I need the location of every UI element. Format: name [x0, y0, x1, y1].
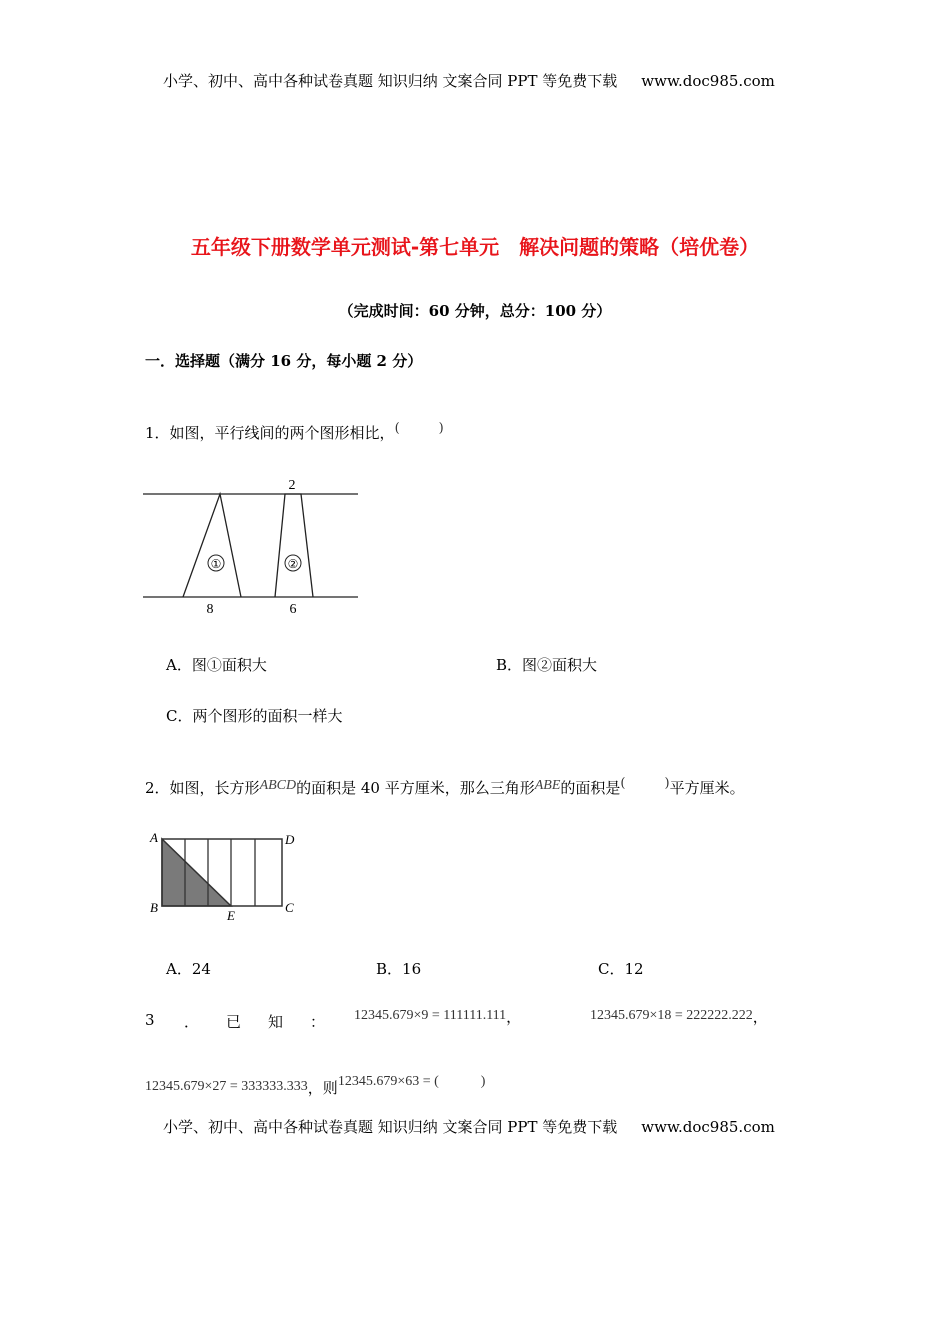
option-label: B． [496, 656, 523, 674]
question-3-known-2: 知 [268, 1013, 284, 1031]
option-label: C． [598, 960, 625, 978]
option-text: 24 [191, 960, 211, 978]
header-text: 小学、初中、高中各种试卷真题 知识归纳 文案合同 PPT 等免费下载 [163, 72, 618, 90]
answer-blank: ( ) [620, 776, 670, 791]
math-abe: ABE [534, 778, 561, 793]
top-length-label: 2 [288, 478, 296, 493]
equation-3-line [145, 1070, 485, 1098]
equation-question: 12345.679×63 = ( ) [337, 1074, 486, 1089]
question-text: 如图，长方形 [169, 779, 260, 797]
answer-blank: ( ) [394, 421, 444, 436]
question-number: 2． [145, 779, 170, 797]
option-a[interactable] [166, 958, 211, 979]
question-1 [145, 417, 444, 443]
option-label: C． [166, 707, 193, 725]
math-abcd: ABCD [259, 778, 297, 793]
comma: ， [752, 1008, 768, 1026]
vertex-c-label: C [285, 900, 294, 915]
shape2-label: ② [287, 557, 299, 571]
section-heading: 一．选择题（满分 16 分，每小题 2 分） [145, 352, 423, 370]
footer-text: 小学、初中、高中各种试卷真题 知识归纳 文案合同 PPT 等免费下载 [163, 1118, 618, 1136]
question-3-number: 3 [145, 1011, 155, 1029]
option-b[interactable] [376, 958, 421, 979]
page-header [163, 70, 775, 91]
page-subtitle: （完成时间：60 分钟，总分：100 分） [338, 302, 612, 320]
option-text: 16 [402, 960, 422, 978]
vertex-a-label: A [150, 830, 158, 845]
option-label: A． [166, 960, 192, 978]
question-3-known-1: 已 [226, 1013, 242, 1031]
header-url[interactable]: www.doc985.com [641, 72, 775, 90]
equation-text: 12345.679×27 = 333333.333 [145, 1079, 308, 1094]
option-text: 12 [624, 960, 644, 978]
option-text: 图②面积大 [522, 656, 598, 674]
equation-2 [590, 1006, 768, 1027]
parallel-lines-figure [143, 474, 359, 618]
shape1-label: ① [210, 557, 222, 571]
vertex-d-label: D [285, 832, 295, 847]
bottom-length-label-1: 8 [206, 602, 214, 617]
vertex-b-label: B [150, 900, 158, 915]
question-3-colon: ： [310, 1013, 326, 1031]
equation-text: 12345.679×18 = 222222.222 [590, 1008, 753, 1023]
question-text: 平方厘米。 [669, 779, 745, 797]
option-c[interactable] [598, 958, 644, 979]
option-a[interactable] [166, 654, 267, 675]
option-label: A． [166, 656, 192, 674]
option-text: 两个图形的面积一样大 [192, 707, 343, 725]
equation-text: 12345.679×9 = 111111.111 [354, 1008, 507, 1023]
comma: ， [506, 1008, 522, 1026]
then-text: ，则 [307, 1079, 338, 1097]
question-number: 1． [145, 424, 170, 442]
question-text: 如图，平行线间的两个图形相比， [169, 424, 395, 442]
option-c[interactable] [166, 705, 343, 726]
rectangle-abcd-figure [145, 826, 305, 922]
equation-1 [354, 1006, 521, 1027]
question-text: 的面积是 40 平方厘米，那么三角形 [296, 779, 535, 797]
vertex-e-label: E [227, 908, 235, 922]
bottom-length-label-2: 6 [289, 602, 297, 617]
question-text: 的面积是 [560, 779, 621, 797]
question-2 [145, 772, 745, 798]
page-footer [163, 1116, 775, 1137]
option-label: B． [376, 960, 403, 978]
footer-url[interactable]: www.doc985.com [641, 1118, 775, 1136]
question-3-dot: ． [184, 1013, 200, 1031]
option-text: 图①面积大 [191, 656, 267, 674]
page-title: 五年级下册数学单元测试-第七单元 解决问题的策略（培优卷） [190, 235, 760, 259]
option-b[interactable] [496, 654, 597, 675]
